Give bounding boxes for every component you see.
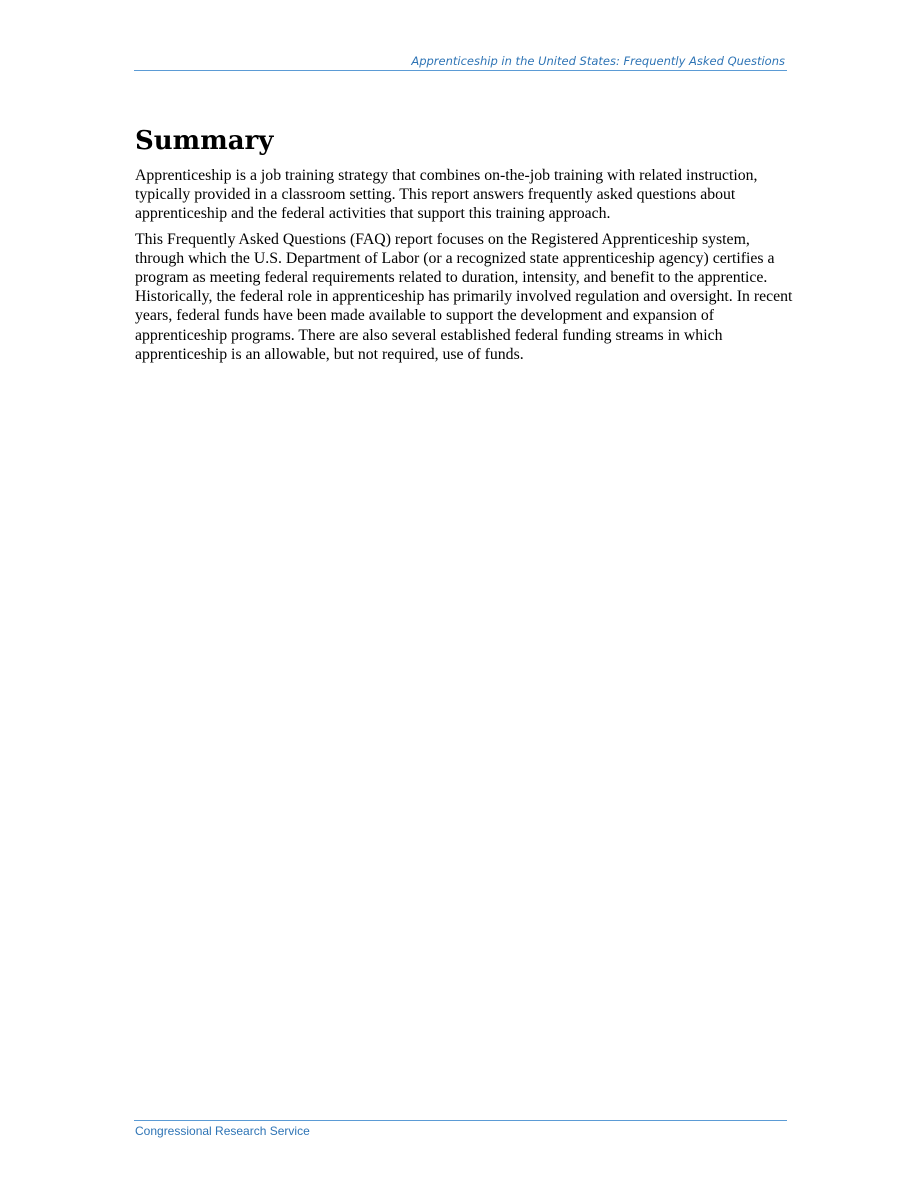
summary-heading: Summary [135, 126, 274, 156]
page-footer [134, 1120, 787, 1138]
summary-section [135, 124, 795, 364]
footer-publisher: Congressional Research Service [135, 1124, 310, 1138]
page-header [134, 54, 787, 71]
running-header-title: Apprenticeship in the United States: Frequently Asked Questions [411, 54, 785, 68]
summary-paragraph-2: This Frequently Asked Questions (FAQ) report focuses on the Registered Apprenticeship system, through which the U.S. Department of Labor (or a recognized state apprenticeship agency) certifies a program as meeting federal requirements related to duration, intensity, and benefit to the apprentice. Historically, the federal role in apprenticeship has primarily involved regulation and oversight. In recent years, federal funds have been made available to support the development and expansion of apprenticeship programs. There are also several established federal funding streams in which apprenticeship is an allowable, but not required, use of funds. [135, 230, 793, 363]
summary-paragraph-1: Apprenticeship is a job training strategy that combines on-the-job training with related instruction, typically provided in a classroom setting. This report answers frequently asked questions about apprenticeship and the federal activities that support this training approach. [135, 167, 758, 223]
